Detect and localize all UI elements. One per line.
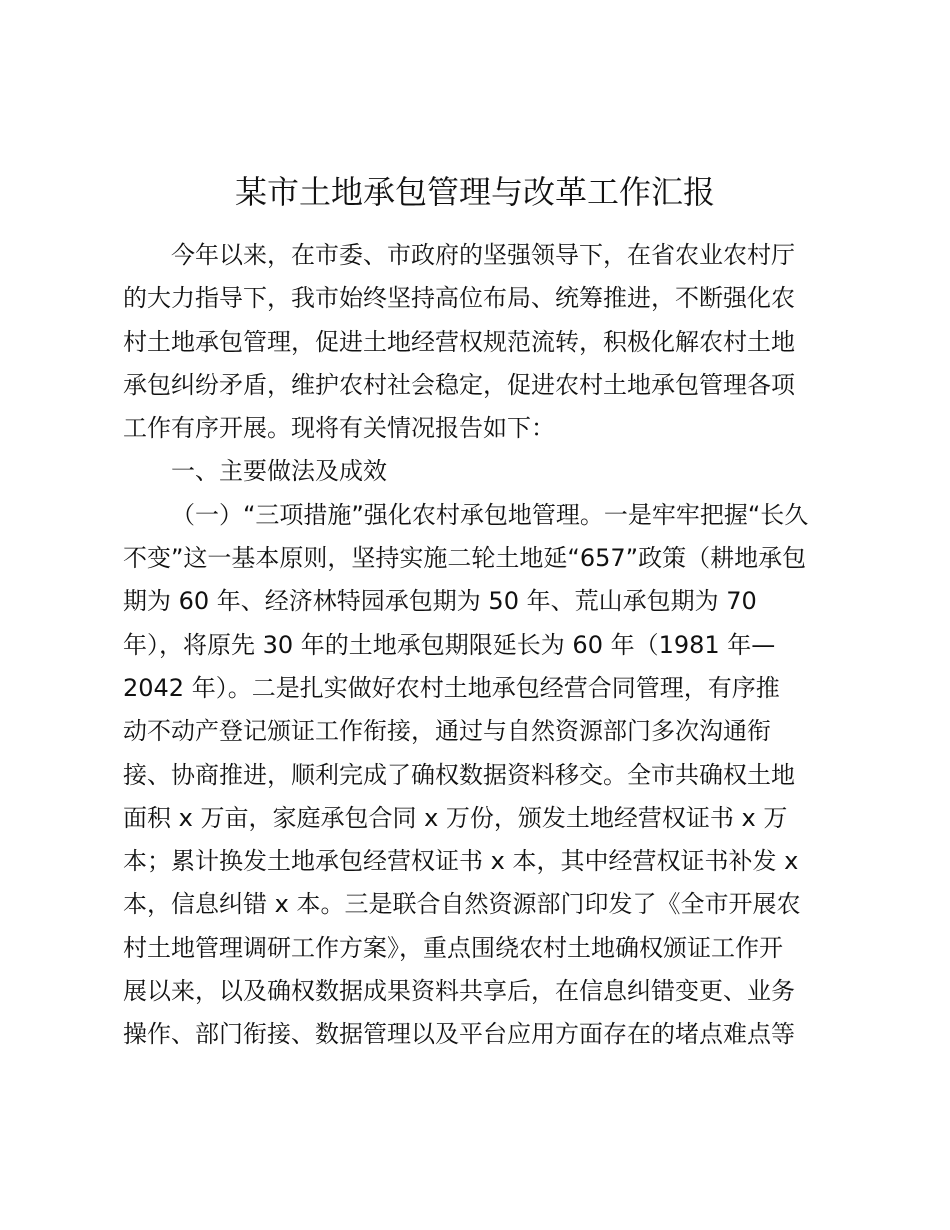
document-body <box>123 234 835 1057</box>
body-line: 的大力指导下，我市始终坚持高位布局、统筹推进，不断强化农 <box>123 284 795 313</box>
body-line: 本；累计换发土地承包经营权证书 x 本，其中经营权证书补发 x <box>123 847 799 876</box>
body-line: 本，信息纠错 x 本。三是联合自然资源部门印发了《全市开展农 <box>123 890 801 919</box>
body-line: 工作有序开展。现将有关情况报告如下： <box>123 414 555 443</box>
body-line: （一）“三项措施”强化农村承包地管理。一是牢牢把握“长久 <box>171 500 809 529</box>
body-line: 村土地管理调研工作方案》，重点围绕农村土地确权颁证工作开 <box>123 933 783 962</box>
body-line: 操作、部门衔接、数据管理以及平台应用方面存在的堵点难点等 <box>123 1020 795 1049</box>
document-title: 某市土地承包管理与改革工作汇报 <box>234 173 715 211</box>
body-line: 不变”这一基本原则，坚持实施二轮土地延“657”政策（耕地承包 <box>123 544 807 573</box>
body-line: 面积 x 万亩，家庭承包合同 x 万份，颁发土地经营权证书 x 万 <box>123 803 788 832</box>
body-line: 2042 年）。二是扎实做好农村土地承包经营合同管理，有序推 <box>123 673 780 702</box>
body-line: 今年以来，在市委、市政府的坚强领导下，在省农业农村厅 <box>171 241 795 269</box>
body-line: 承包纠纷矛盾，维护农村社会稳定，促进农村土地承包管理各项 <box>123 370 795 399</box>
body-line: 期为 60 年、经济林特园承包期为 50 年、荒山承包期为 70 <box>123 587 757 616</box>
body-line: 展以来，以及确权数据成果资料共享后，在信息纠错变更、业务 <box>123 977 795 1006</box>
body-line: 村土地承包管理，促进土地经营权规范流转，积极化解农村土地 <box>123 327 795 356</box>
body-line: 动不动产登记颁证工作衔接，通过与自然资源部门多次沟通衔 <box>123 717 771 746</box>
body-line: 一、主要做法及成效 <box>171 457 387 486</box>
body-line: 接、协商推进，顺利完成了确权数据资料移交。全市共确权土地 <box>123 760 795 789</box>
body-line: 年），将原先 30 年的土地承包期限延长为 60 年（1981 年— <box>123 630 776 659</box>
